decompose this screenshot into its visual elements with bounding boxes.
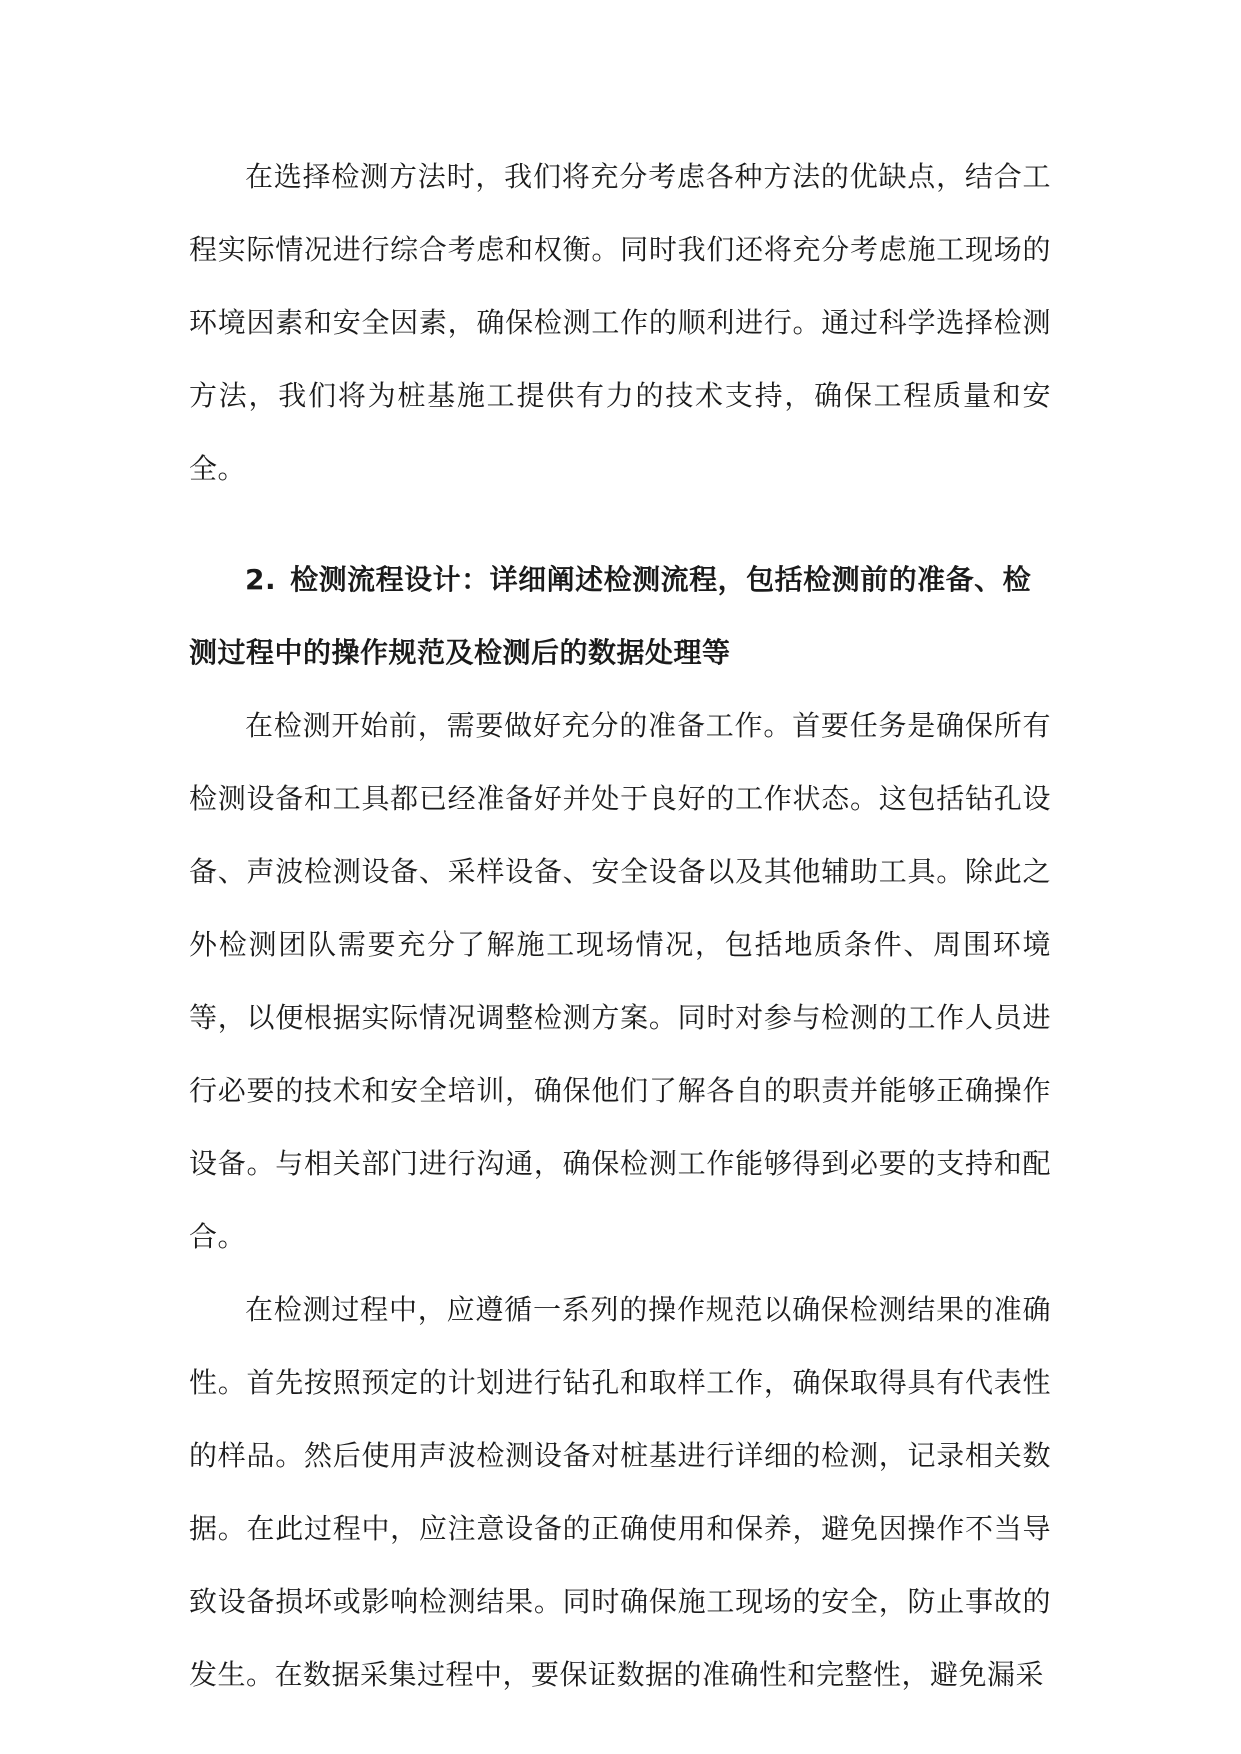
process-paragraph: 在检测过程中，应遵循一系列的操作规范以确保检测结果的准确性。首先按照预定的计划进行钻孔和取样工作，确保取得具有代表性的样品。然后使用声波检测设备对桩基进行详细的检测，记录相关数据。在此过程中，应注意设备的正确使用和保养，避免因操作不当导致设备损坏或影响检测结果。同时确保施工现场的安全，防止事故的发生。在数据采集过程中，要保证数据的准确性和完整性，避免漏采 [189,1293,1051,1691]
preparation-paragraph: 在检测开始前，需要做好充分的准备工作。首要任务是确保所有检测设备和工具都已经准备好并处于良好的工作状态。这包括钻孔设备、声波检测设备、采样设备、安全设备以及其他辅助工具。除此之外检测团队需要充分了解施工现场情况，包括地质条件、周围环境等，以便根据实际情况调整检测方案。同时对参与检测的工作人员进行必要的技术和安全培训，确保他们了解各自的职责并能够正确操作设备。与相关部门进行沟通，确保检测工作能够得到必要的支持和配合。 [189,709,1051,1253]
document-body [189,140,1051,1711]
section-title: 检测流程设计：详细阐述检测流程，包括检测前的准备、检测过程中的操作规范及检测后的数据处理等 [189,563,1032,669]
section-heading [189,543,1051,689]
section-number: 2. [245,563,277,596]
intro-paragraph: 在选择检测方法时，我们将充分考虑各种方法的优缺点，结合工程实际情况进行综合考虑和权衡。同时我们还将充分考虑施工现场的环境因素和安全因素，确保检测工作的顺利进行。通过科学选择检测方法，我们将为桩基施工提供有力的技术支持，确保工程质量和安全。 [189,160,1051,485]
